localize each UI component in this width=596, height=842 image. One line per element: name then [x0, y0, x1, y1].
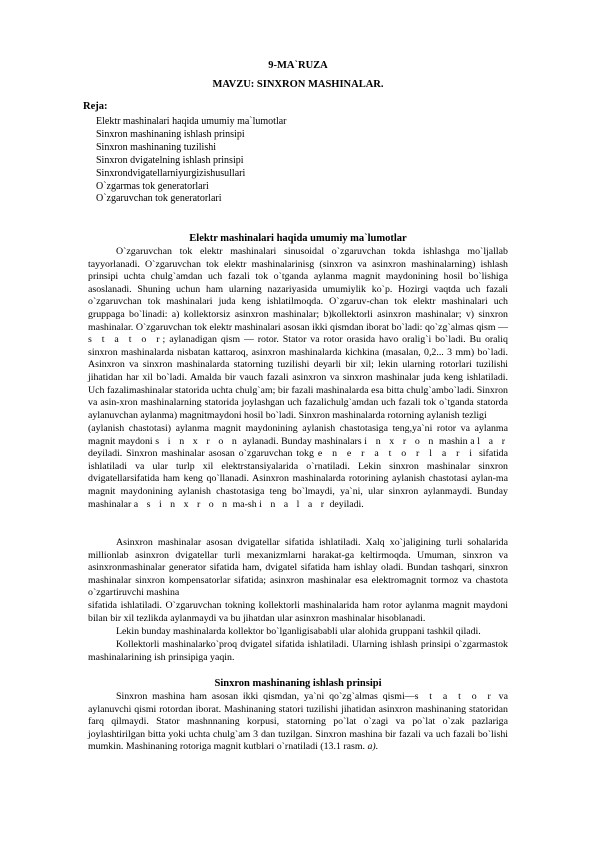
- lecture-topic: MAVZU: SINXRON MASHINALAR.: [212, 79, 384, 90]
- plan-item: O`zgaruvchan tok generatorlari: [96, 193, 222, 205]
- plan-item: Elektr mashinalari haqida umumiy ma`lumotlar: [96, 116, 287, 127]
- section-title-general: Elektr mashinalari haqida umumiy ma`lumotlar: [189, 233, 407, 244]
- plan-list: [96, 116, 287, 206]
- plan-label: Reja:: [83, 101, 108, 112]
- paragraph-async-usage: Asinxron mashinalar asosan dvigatellar sifatida ishlatiladi. Xalq xo`jaligining turli sohalarida millionlab asinxron dvigatellar turli mexanizmlarni harakat-ga keltirmoqda. Umuman, sinxron va asinxronmashinalar generator sifatida ham, dvigatel sifatida ham ishlay oladi. Bundan tashqari, sinxron mashinalar sinxron kompensatorlar sifatida; asinxron mashinalar esa elektromagnit tormoz va chastota o`zgartiruvchi mashina: [88, 537, 508, 599]
- plan-item: O`zgarmas tok generatorlari: [96, 180, 209, 192]
- paragraph-group: Lekin bunday mashinalarda kollektor bo`lganligisababli ular alohida gruppani tashkil qiladi.: [116, 626, 481, 637]
- paragraph-collector-motor: Kollektorli mashinalarko`proq dvigatel sifatida ishlatiladi. Ularning ishlash prinsipi o`zgarmastok mashinalarining ish prinsipiga yaqin.: [88, 639, 508, 663]
- plan-item: Sinxron mashinaning ishlash prinsipi: [96, 128, 245, 140]
- lecture-number: 9-MA`RUZA: [268, 60, 328, 71]
- paragraph-intro: O`zgaruvchan tok elektr mashinalari sinusoidal o`zgaruvchan tokda ishlashga mo`ljallab tayyorlanadi. O`zgaruvchan tok elektr mashinalarinisg (sinxron va asinxron mashinalarning) ishlash prinsipi uchta chulg`amdan uch fazali tok o`tganda aylanma magnit maydonining hosil bo`lishiga asoslanadi. Shuning uchun ham ularning nazariyasida umumiylik ko`p. Hozirgi vaqtda uch fazali o`zgaruvchan tok mashinalari juda keng ishlatilmoqda. O`zgaruv-chan tok elektr mashinalari uch gruppaga bo`linadi: a) kollektorsiz asinxron mashinalar; b)kollektorli asinxron mashinalar; v) sinxron mashinalar. O`zgaruvchan tok elektr mashinalari asosan ikki qismdan iborat bo`ladi: qo`zg`almas qism — s t a t o r; aylanadigan qism — rotor. Stator va rotor orasida havo oralig`i bo`ladi. Bu oraliq sinxron mashinalarda nisbatan kattaroq, asinxron mashinalarda kichkina (masalan, 0,2... 3 mm) bo`ladi. Asinxron va sinxron mashinalarda statorning tuzilishi deyarli bir xil; lekin ularning rotorlari tuzilishi jihatidan har xil bo`ladi. Amalda bir vauch fazali asinxron va sinxron mashinalar juda keng ishlatiladi. Uch fazalimashinalar statorida uchta chulg`am; bir fazali mashinalarda esa bitta chulg`ambo`ladi. Sinxron va asin-xron mashinalarning statorida joylashgan uch fazalichulg`amdan uch fazali tok o`tganda statorda aylanuvchan aylanma) magnitmaydoni hosil bo`ladi. Sinxron mashinalarda rotorning aylanish tezligi: [88, 246, 508, 421]
- plan-item: Sinxrondvigatellarniyurgizishusullari: [96, 167, 246, 179]
- plan-item: Sinxron mashinaning tuzilishi: [96, 141, 216, 153]
- paragraph-principle: Sinxron mashina ham asosan ikki qismdan, ya`ni qo`zg`almas qismi—s t a t o r va aylanuvchi qismi rotordan iborat. Mashinaning statori tuzilishi jihatidan asinxron mashinaning statoridan farq qilmaydi. Stator mashnnaning korpusi, statorning po`lat o`zagi va po`lat o`zak pazlariga joylashtirilgan bitta yoki uchta chulg`am 3 dan tuzilgan. Sinxron mashina bir fazali va uch fazali bo`lishi mumkin. Mashinaning rotoriga magnit kutblari o`rnatiladi (13.1 rasm. a).: [88, 691, 508, 753]
- paragraph-collector: sifatida ishlatiladi. O`zgaruvchan tokning kollektorli mashinalarida ham rotor aylanma magnit maydoni bilan bir xil tezlikda aylanmaydi va bu jihatdan ular asinxron mashinalar hisoblanadi.: [88, 600, 508, 624]
- paragraph-sync-speed: (aylanish chastotasi) aylanma magnit maydonining aylanish chastotasiga teng,ya`ni rotor va aylanma magnit maydoni s i n x r o n aylanadi. Bunday mashinalars i n x r o n mashin a l a r deyiladi. Sinxron mashinalar asosan o`zgaruvchan tokg e n e r a t o r l a r i sifatida ishlatiladi va ular turlp xil elektrstansiyalarida o`rnatiladi. Lekin sinxron mashinalar sinxron dvigatellarsifatida ham keng qo`llanadi. Asinxron mashinalarda rotorining aylanish chastotasi aylan-ma magnit maydonining aylanish chastotasiga teng bo`lmaydi, ya`ni, ular sinxron aylanmaydi. Bunday mashinalar a s i n x r o n ma-sh i n a l a r deyiladi.: [88, 423, 509, 510]
- plan-item: Sinxron dvigatelning ishlash prinsipi: [96, 154, 244, 166]
- section-title-principle: Sinxron mashinaning ishlash prinsipi: [214, 678, 382, 689]
